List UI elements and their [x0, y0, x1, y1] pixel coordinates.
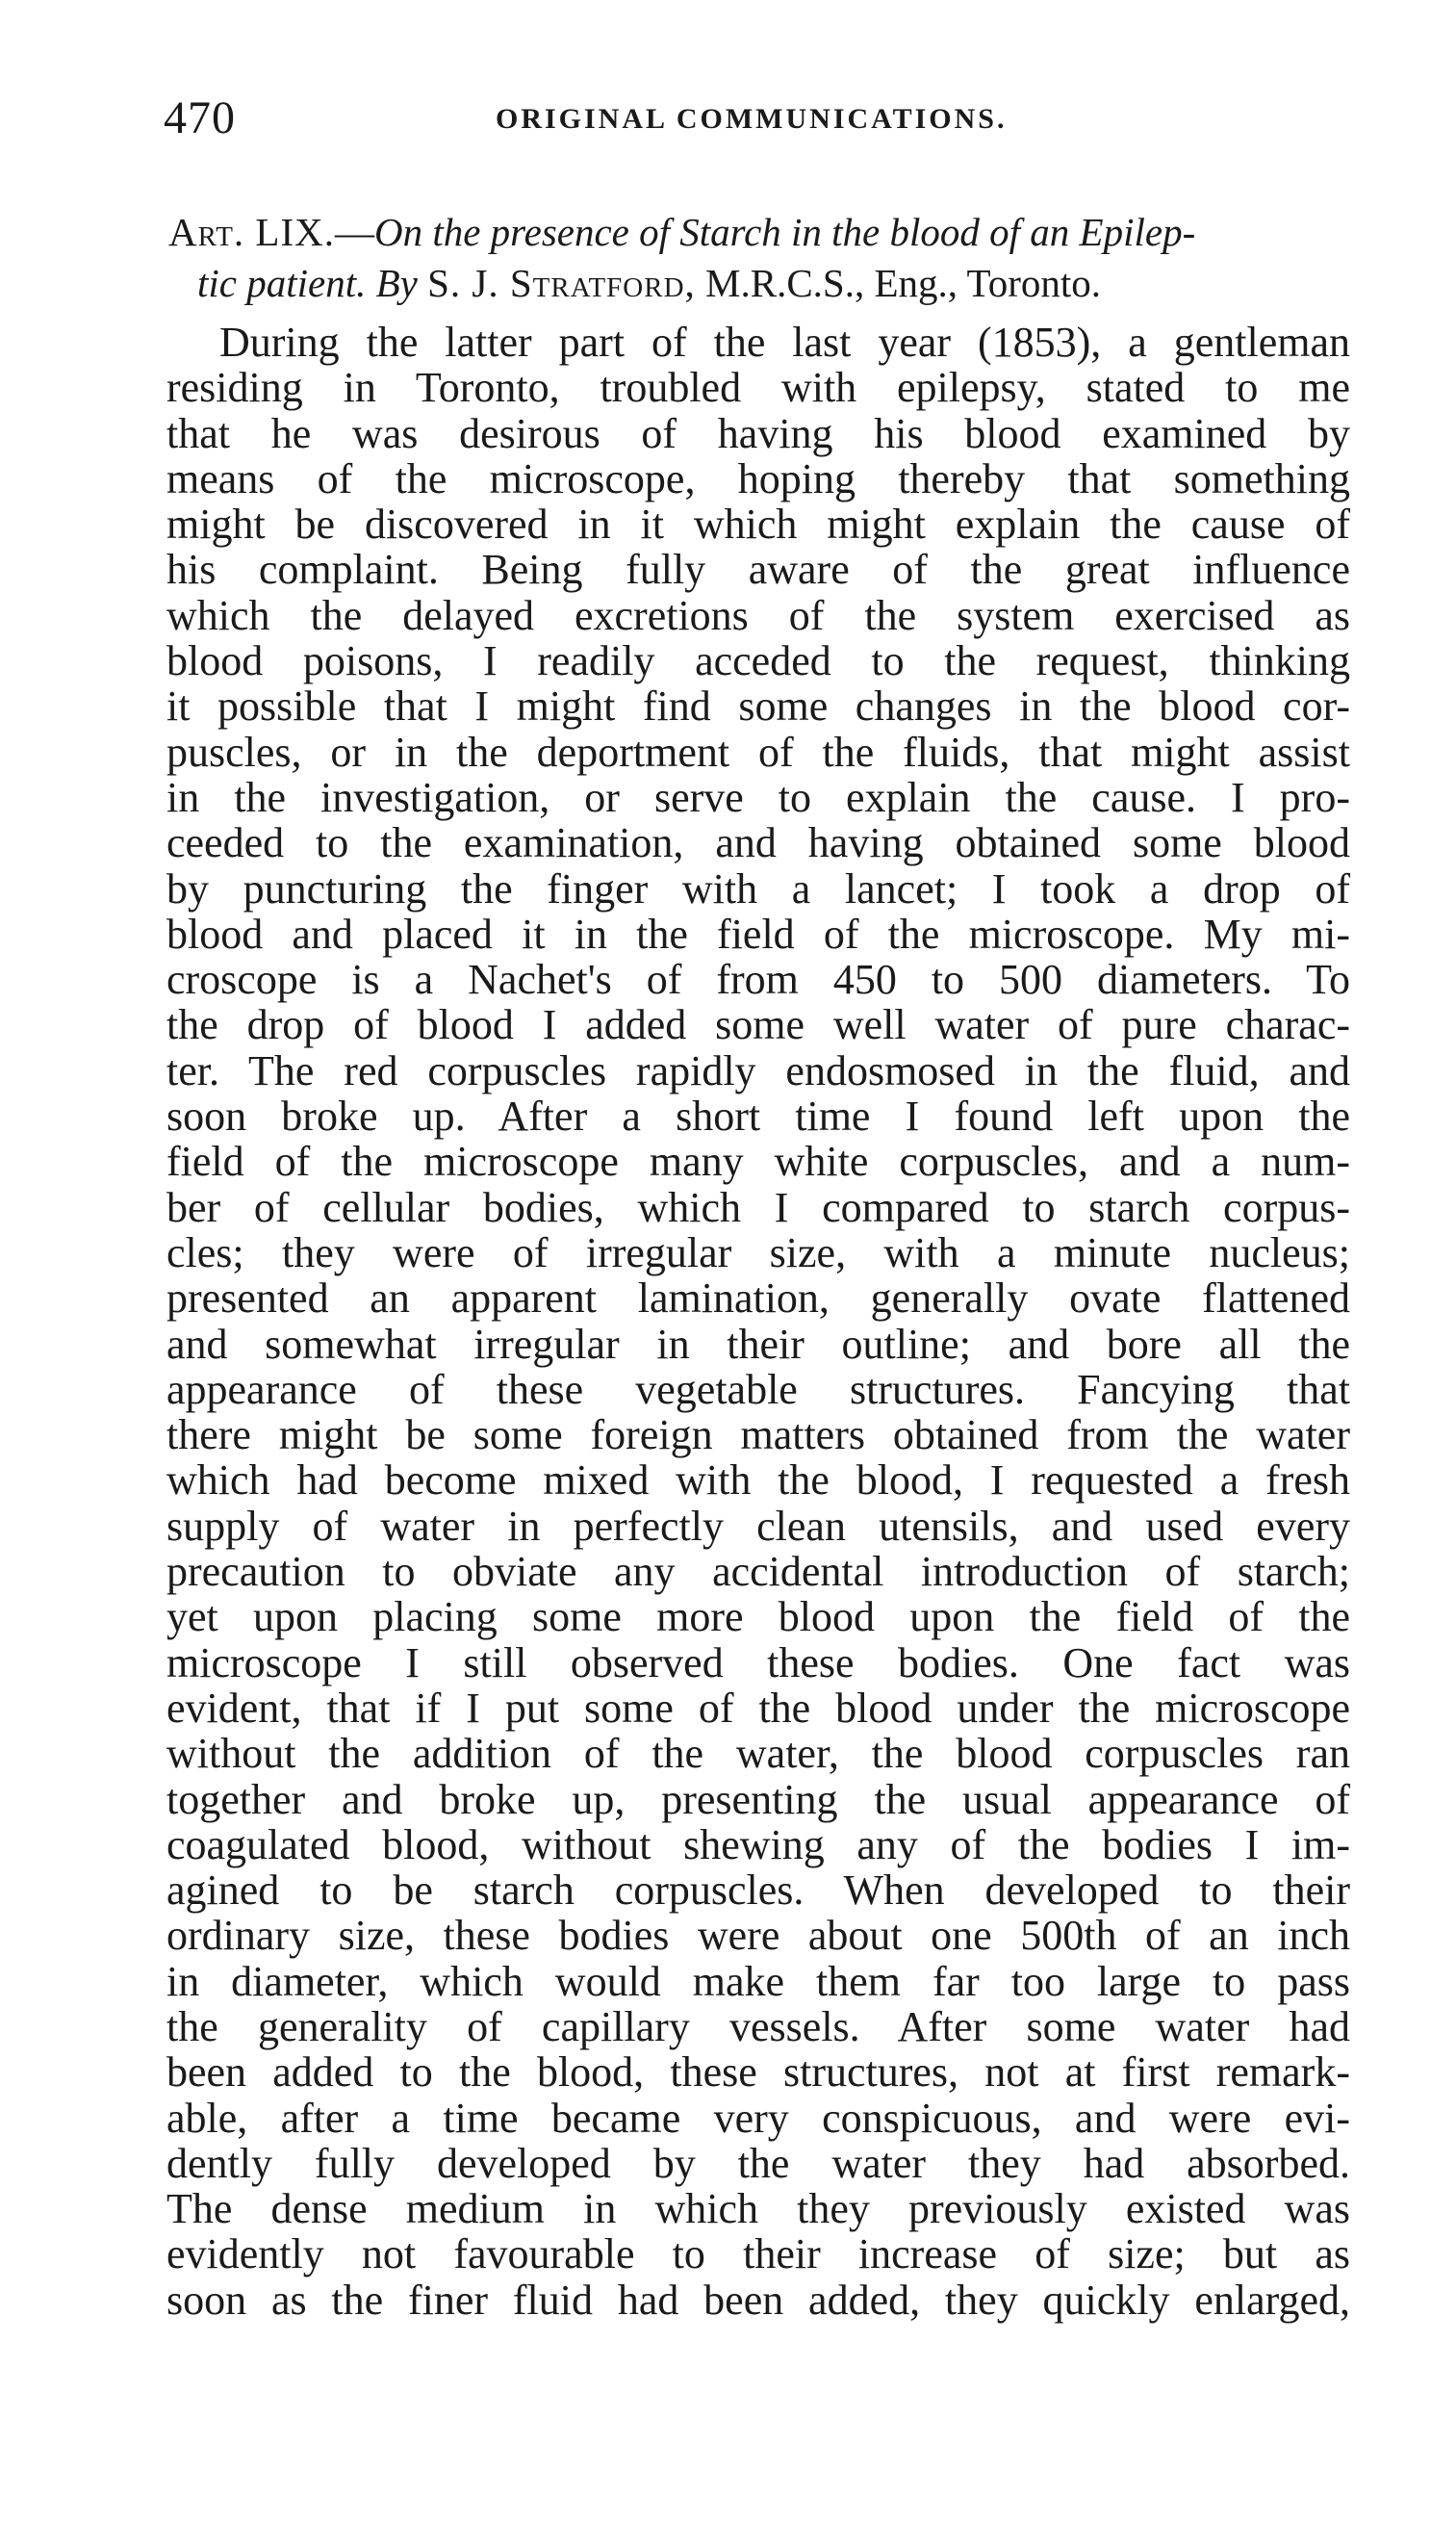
body-line: that he was desirous of having his blood examined by — [166, 409, 1350, 457]
body-line: without the addition of the water, the blood corpuscles ran — [166, 1730, 1350, 1778]
body-line: The dense medium in which they previously existed was — [166, 2185, 1350, 2233]
body-line: puscles, or in the deportment of the fluids, that might assist — [166, 728, 1350, 776]
body-line: means of the microscope, hoping thereby that something — [166, 454, 1350, 502]
page-number: 470 — [164, 92, 236, 143]
body-line: croscope is a Nachet's of from 450 to 500 diameters. To — [166, 956, 1350, 1004]
body-line: soon broke up. After a short time I found left upon the — [166, 1093, 1350, 1141]
body-line: During the latter part of the last year (1853), a gentleman — [219, 319, 1350, 366]
article-title-part-1: On the presence of Starch in the blood of an Epilep- — [373, 210, 1196, 254]
body-line: blood poisons, I readily acceded to the request, thinking — [166, 637, 1350, 685]
article-title-part-2: tic patient. — [197, 261, 367, 305]
body-line: dently fully developed by the water they had absorbed. — [166, 2139, 1350, 2187]
body-line: residing in Toronto, troubled with epilepsy, stated to me — [166, 364, 1350, 412]
body-line: his complaint. Being fully aware of the great influence — [166, 546, 1350, 594]
body-line: presented an apparent lamination, generally ovate flattened — [166, 1274, 1350, 1323]
body-line: the drop of blood I added some well water of pure charac- — [166, 1001, 1350, 1049]
heading-dash: — — [334, 210, 374, 254]
article-heading-line-2 — [168, 258, 1338, 309]
running-head: ORIGINAL COMMUNICATIONS. — [496, 103, 1008, 135]
page-header — [164, 91, 1347, 149]
body-line: might be discovered in it which might explain the cause of — [166, 501, 1350, 549]
body-line: evident, that if I put some of the blood under the microscope — [166, 1684, 1350, 1732]
body-line: able, after a time became very conspicuous, and were evi- — [166, 2094, 1350, 2142]
article-number: Art. LIX. — [168, 210, 335, 254]
body-line: supply of water in perfectly clean utensils, and used every — [166, 1502, 1350, 1550]
body-line: blood and placed it in the field of the microscope. My mi- — [166, 910, 1350, 958]
article-body — [166, 320, 1350, 2323]
body-line: ordinary size, these bodies were about one 500th of an inch — [166, 1912, 1350, 1960]
body-line: yet upon placing some more blood upon the field of the — [166, 1593, 1350, 1641]
article-heading — [168, 207, 1338, 309]
author-name: S. J. Stratford, — [427, 261, 696, 305]
article-heading-line-1 — [168, 207, 1338, 258]
body-line: by puncturing the finger with a lancet; I took a drop of — [166, 864, 1350, 913]
body-line: in diameter, which would make them far too large to pass — [166, 1957, 1350, 2005]
body-line: microscope I still observed these bodies. One fact was — [166, 1638, 1350, 1686]
body-line: agined to be starch corpuscles. When developed to their — [166, 1866, 1350, 1915]
body-line: coagulated blood, without shewing any of the bodies I im- — [166, 1820, 1350, 1868]
body-line: ceeded to the examination, and having obtained some blood — [166, 819, 1350, 867]
author-credentials: M.R.C.S., Eng., Toronto. — [705, 261, 1102, 305]
body-line: there might be some foreign matters obtained from the water — [166, 1411, 1350, 1459]
body-line: which had become mixed with the blood, I requested a fresh — [166, 1456, 1350, 1505]
body-line: soon as the finer fluid had been added, they quickly enlarged, — [166, 2276, 1350, 2324]
body-line: precaution to obviate any accidental introduction of starch; — [166, 1548, 1350, 1596]
byline-by: By — [375, 261, 418, 305]
body-line: which the delayed excretions of the system exercised as — [166, 591, 1350, 639]
body-line: together and broke up, presenting the usual appearance of — [166, 1775, 1350, 1823]
body-line: cles; they were of irregular size, with a minute nucleus; — [166, 1228, 1350, 1276]
body-line: in the investigation, or serve to explain the cause. I pro- — [166, 773, 1350, 821]
body-line: field of the microscope many white corpuscles, and a num- — [166, 1138, 1350, 1186]
body-line: ber of cellular bodies, which I compared to starch corpus- — [166, 1183, 1350, 1231]
body-line: and somewhat irregular in their outline; and bore all the — [166, 1320, 1350, 1368]
body-line: it possible that I might find some changes in the blood cor- — [166, 682, 1350, 731]
body-line: the generality of capillary vessels. After some water had — [166, 2002, 1350, 2050]
body-line: appearance of these vegetable structures. Fancying that — [166, 1365, 1350, 1413]
body-line: been added to the blood, these structures, not at first remark- — [166, 2048, 1350, 2097]
body-line: ter. The red corpuscles rapidly endosmosed in the fluid, and — [166, 1046, 1350, 1094]
body-line: evidently not favourable to their increase of size; but as — [166, 2230, 1350, 2278]
